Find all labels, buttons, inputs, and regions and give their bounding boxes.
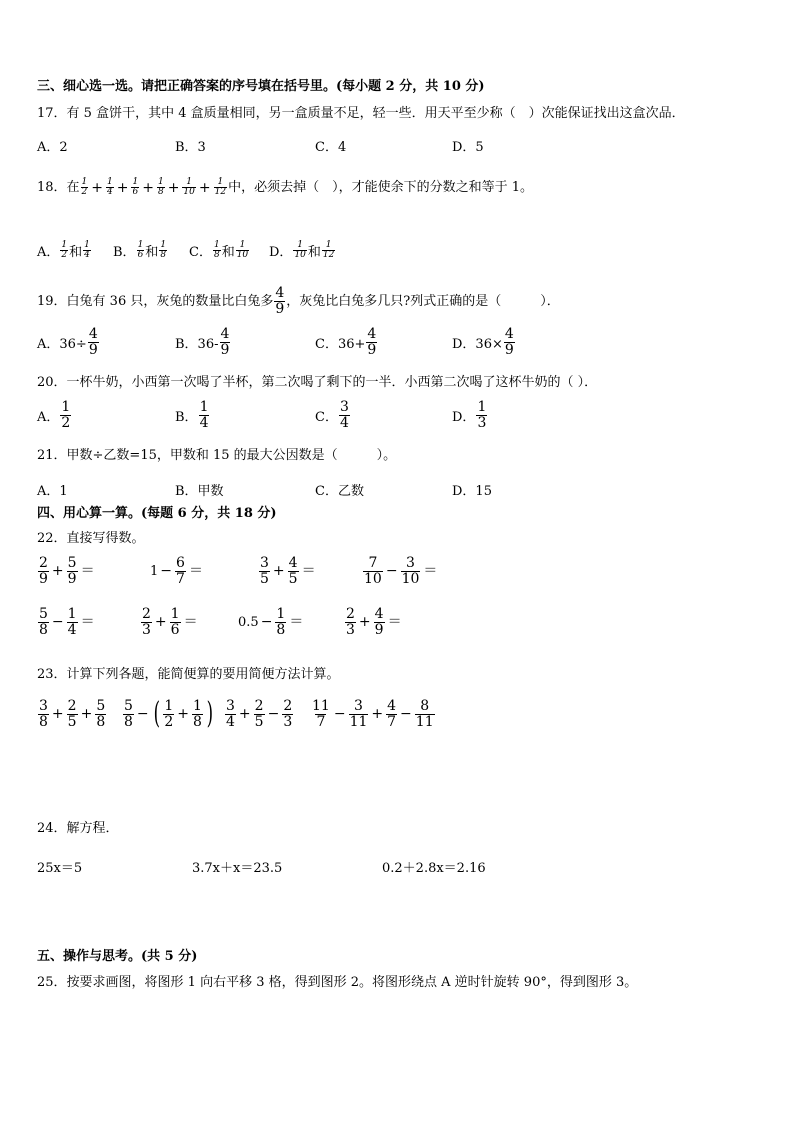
fraction: $\frac{1}{8}$ (157, 177, 164, 198)
q18-suffix: 中，必须去掉（ ），才能使余下的分数之和等于 1。 (228, 180, 533, 196)
q24-eq-3: 0.2＋2.8x＝2.16 (382, 861, 486, 876)
q17-option-d: D．5 (452, 140, 484, 155)
q25-text: 25．按要求画图，将图形 1 向右平移 3 格，得到图形 2。将图形绕点 A 逆时针旋转 90°，得到图形 3。 (37, 975, 638, 990)
q22-expr-5: 5 8 − $\frac{1}{4}$ ＝ (39, 606, 95, 638)
q19-option-a: A．36÷ $\frac{4}{9}$ (37, 326, 98, 358)
q18-option-c: C． 1 8 和 1 10 (189, 240, 249, 261)
fraction: $\frac{1}{6}$ (132, 177, 139, 198)
q21-option-d: D．15 (452, 484, 492, 499)
q19-stem (37, 286, 560, 316)
fraction: $\frac{1}{10}$ (183, 177, 195, 198)
fraction: $\frac{1}{12}$ (214, 177, 227, 198)
q20-option-d: D． 1 3 (452, 399, 487, 431)
q23-expr-1: 3 8 + $\frac{2}{5}$ + $\frac{5}{8}$ (39, 698, 106, 730)
q18-prefix: 18．在 (37, 180, 80, 196)
q17-option-c: C．4 (315, 140, 347, 155)
q18-option-d: D． 1 10 和 1 12 (269, 240, 335, 261)
q17-option-b: B．3 (175, 140, 206, 155)
q22-expr-7: 0.5 − $\frac{1}{8}$ ＝ (238, 606, 304, 638)
q21-option-c: C．乙数 (315, 484, 364, 499)
q23-expr-3: 3 4 + $\frac{2}{5}$ − $\frac{2}{3}$ (226, 698, 293, 730)
q22-expr-2: 1 − $\frac{6}{7}$ ＝ (150, 555, 203, 587)
section-5-heading: 五、操作与思考。(共 5 分) (37, 949, 198, 964)
q22-expr-6: 2 3 + $\frac{1}{6}$ ＝ (142, 606, 198, 638)
q19-option-b: B．36- 4 9 (175, 326, 230, 358)
q23-expr-2: 5 8 − ( 1 2 + $\frac{1}{8}$ ) (124, 696, 214, 732)
q18-stem: 18．在 1 2 + $\frac{1}{4}$ + $\frac{1}{6}$ + $\frac{1}{8}$ + $\frac{1}{10}$ + $\frac{1}{12}$ 中，必须去掉（ ），才能使余下的分数之和等于 1。 (37, 177, 533, 198)
q17-option-a: A．2 (37, 140, 68, 155)
q21-option-a: A．1 (37, 484, 68, 499)
q19-prefix: 19．白兔有 36 只，灰兔的数量比白兔多 (37, 293, 274, 309)
q22-expr-4: 7 10 − $\frac{3}{10}$ ＝ (364, 555, 438, 587)
q18-option-b: B． 1 6 和 1 8 (113, 240, 167, 261)
q22-expr-1: 2 9 + $\frac{5}{9}$ ＝ (39, 555, 95, 587)
q17-text: 17．有 5 盒饼干，其中 4 盒质量相同，另一盒质量不足，轻一些．用天平至少称（ ）次能保证找出这盒次品． (37, 106, 685, 121)
q21-text: 21．甲数÷乙数=15，甲数和 15 的最大公因数是（ ）。 (37, 448, 397, 463)
fraction: 1 2 (81, 177, 88, 198)
q23-expr-4: 11 7 − $\frac{3}{11}$ + $\frac{4}{7}$ − $\frac{8}{11}$ (312, 698, 434, 730)
q20-text: 20．一杯牛奶，小西第一次喝了半杯，第二次喝了剩下的一半．小西第二次喝了这杯牛奶的（ ）． (37, 375, 598, 390)
q24-title: 24．解方程． (37, 821, 119, 836)
q22-title: 22．直接写得数。 (37, 531, 145, 546)
q18-option-a: A． 1 2 和 1 4 (37, 240, 90, 261)
q20-option-b: B． 1 4 (175, 399, 209, 431)
q22-expr-3: 3 5 + $\frac{4}{5}$ ＝ (260, 555, 316, 587)
section-3-heading: 三、细心选一选。请把正确答案的序号填在括号里。(每小题 2 分，共 10 分) (37, 79, 485, 94)
q24-eq-1: 25x＝5 (37, 861, 83, 876)
q22-expr-8: 2 3 + $\frac{4}{9}$ ＝ (346, 606, 402, 638)
q24-eq-2: 3.7x＋x＝23.5 (192, 861, 283, 876)
fraction: 4 9 (275, 285, 285, 317)
section-4-heading: 四、用心算一算。(每题 6 分，共 18 分) (37, 506, 277, 521)
q21-option-b: B．甲数 (175, 484, 224, 499)
fraction: $\frac{1}{4}$ (107, 177, 113, 198)
q20-option-a: A． 1 2 (37, 399, 71, 431)
q19-suffix: ，灰兔比白兔多几只?列式正确的是（ ）． (286, 293, 560, 309)
q23-title: 23．计算下列各题，能简便算的要用简便方法计算。 (37, 667, 340, 682)
q20-option-c: C． 3 4 (315, 399, 349, 431)
q19-option-d: D．36× $\frac{4}{9}$ (452, 326, 514, 358)
q19-option-c: C．36+ $\frac{4}{9}$ (315, 326, 377, 358)
